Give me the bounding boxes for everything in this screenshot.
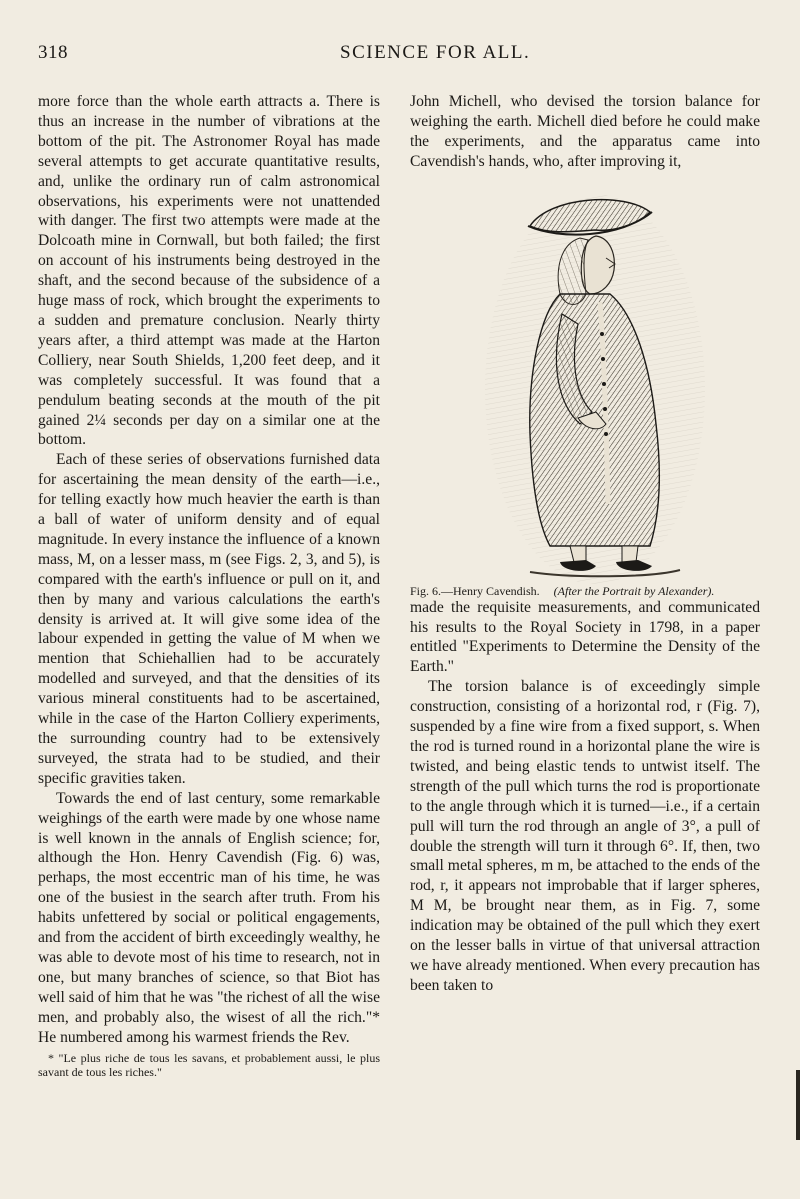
- body-paragraph: John Michell, who devised the torsion balance for weighing the earth. Michell died before he could make the experiments, and the apparatus came into Cavendish's hands, who, after improving it,: [410, 93, 760, 170]
- figure-caption: [410, 584, 760, 598]
- caption-credit: (After the Portrait by Alexander).: [553, 583, 715, 598]
- footnote: * "Le plus riche de tous les savans, et probablement aussi, le plus savant de tous les riches.": [38, 1050, 380, 1079]
- running-title: SCIENCE FOR ALL.: [340, 42, 531, 63]
- portrait-figure: [410, 174, 760, 584]
- body-paragraph: made the requisite measurements, and communicated his results to the Royal Society in 1798, in a paper entitled "Experiments to Determine the Density of the Earth.": [410, 598, 760, 676]
- right-column: [410, 92, 760, 996]
- body-paragraph: The torsion balance is of exceedingly simple construction, consisting of a horizontal rod, r (Fig. 7), suspended by a fine wire from a fixed support, s. When the rod is turned round in a horizontal plane the wire is twisted, and being elastic tends to untwist itself. The strength of the pull which turns the rod is proportionate to the angle through which it is turned—i.e., if a certain pull will turn the rod through an angle of 3°, a pull of double the strength will turn it through 6°. If, then, two small metal spheres, m m, be attached to the ends of the rod, r, it appears not improbable that if larger spheres, M M, be brought near them, as in Fig. 7, some indication may be obtained of the pull which they exert on the lesser balls in virtue of that universal attraction we have already mentioned. When every precaution has been taken to: [410, 678, 760, 994]
- caption-title: Fig. 6.—Henry Cavendish.: [410, 583, 540, 598]
- page-number: 318: [38, 42, 68, 63]
- left-column: [38, 92, 380, 1079]
- page-header: [0, 42, 800, 72]
- body-paragraph: more force than the whole earth attracts a. There is thus an increase in the number of vibrations at the bottom of the pit. The Astronomer Royal has made several attempts to get accurate quantitative results, and, unlike the ordinary run of calm astronomical observations, his experiments were not unattended with danger. The first two attempts were made at the Dolcoath mine in Cornwall, but both failed; the first on account of his instruments being destroyed in the shaft, and the second because of the subsidence of a huge mass of rock, which brought the experiments to a sudden and premature conclusion. Nearly thirty years after, a third attempt was made at the Harton Colliery, near South Shields, 1,200 feet deep, and it was completely successful. It was found that a pendulum beating seconds at the mouth of the pit gained 2¼ seconds per day on a similar one at the bottom.: [38, 93, 380, 449]
- body-paragraph: Towards the end of last century, some remarkable weighings of the earth were made by one whose name is well known in the annals of English science; for, although the Hon. Henry Cavendish (Fig. 6) was, perhaps, the most eccentric man of his time, he was one of the busiest in the search after truth. From his habits unfettered by social or political engagements, and from the accident of birth exceedingly wealthy, he was able to devote most of his time to research, not in one, but many branches of science, so that Biot has well said of him that he was "the richest of all the wise men, and probably also, the wisest of all the rich."* He numbered among his warmest friends the Rev.: [38, 789, 380, 1046]
- body-paragraph: Each of these series of observations furnished data for ascertaining the mean density of the earth—i.e., for telling exactly how much heavier the earth is than a ball of water of uniform density and of equal magnitude. In every instance the influence of a known mass, M, on a lesser mass, m (see Figs. 2, 3, and 5), is compared with the earth's influence or pull on it, and then by many and various calculations the earth's density is arrived at. It will give some idea of the labour expended in getting the value of M when we mention that Schiehallien had to be accurately modelled and surveyed, and that the densities of its various mineral constituents had to be ascertained, while in the case of the Harton Colliery experiments, the surrounding country had to be extensively surveyed, the strata had to be studied, and their specific gravities taken.: [38, 451, 380, 787]
- page-edge-mark: [796, 1070, 800, 1140]
- portrait-illustration: [410, 174, 760, 584]
